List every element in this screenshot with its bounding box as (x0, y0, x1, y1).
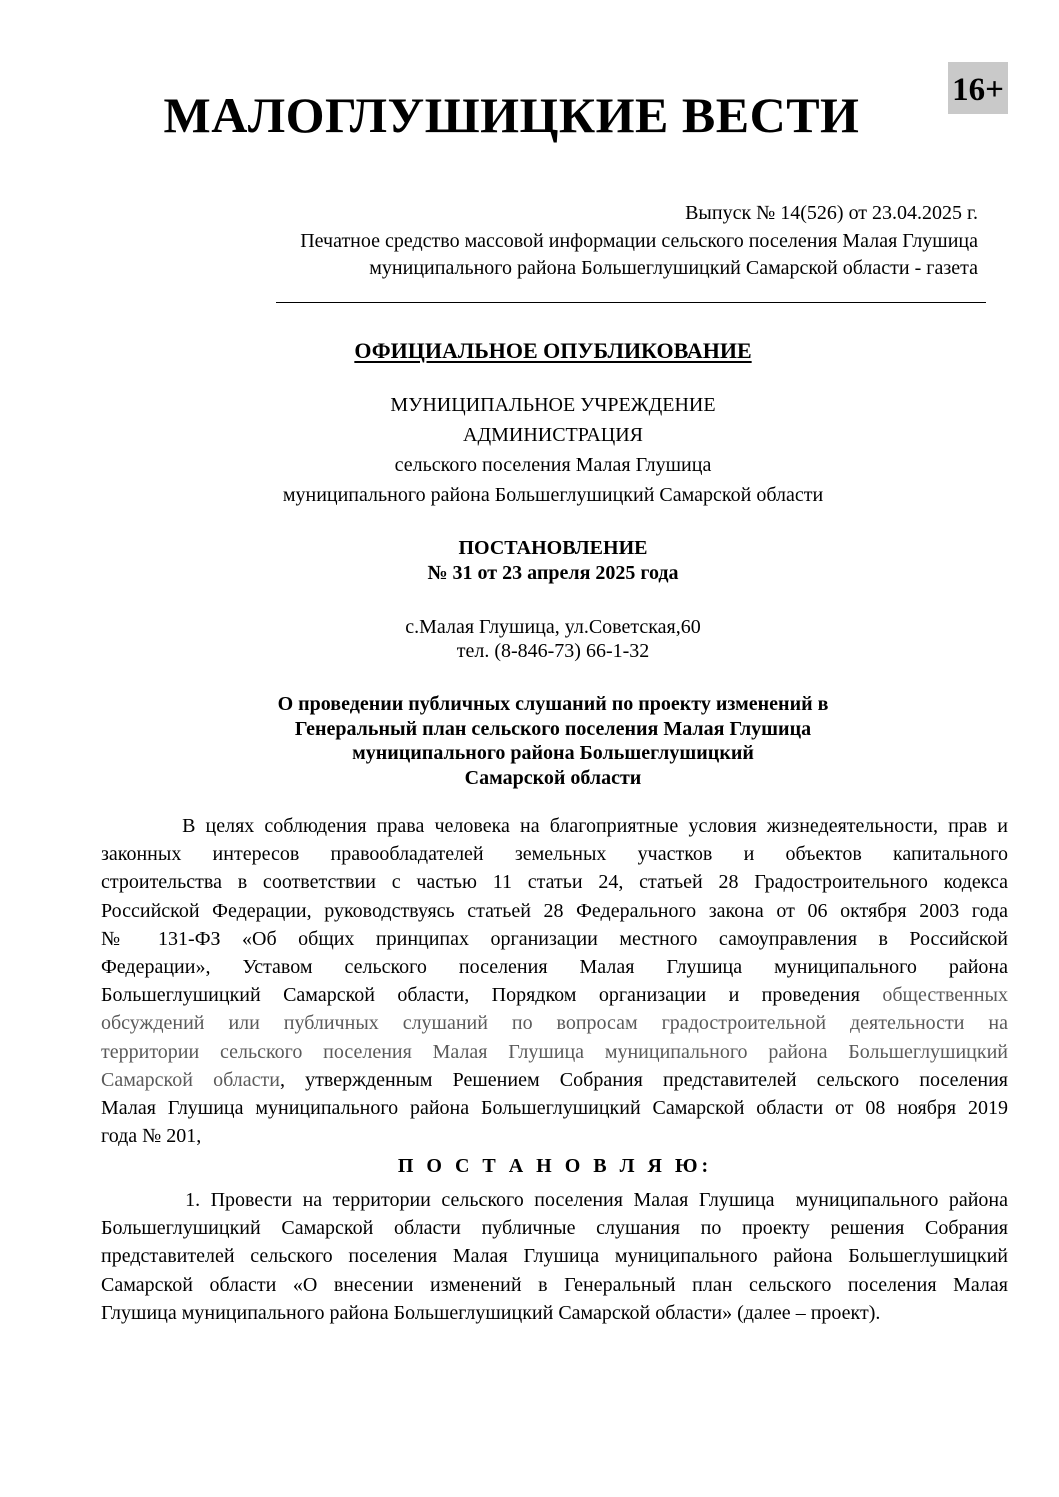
age-rating-badge: 16+ (948, 62, 1008, 114)
preamble-line: Малая Глушица муниципального района Большеглушицкий Самарской области от 08 ноября 2019 (101, 1096, 1008, 1119)
preamble-text: Большеглушицкий Самарской области, Порядком организации и проведения (101, 984, 883, 1007)
issue-line: Выпуск № 14(526) от 23.04.2025 г. (685, 202, 978, 224)
resolve-heading: П О С Т А Н О В Л Я Ю: (397, 1155, 713, 1177)
preamble-linked-text: Самарской области (101, 1068, 280, 1091)
preamble-line (101, 981, 1008, 1009)
subject-line-3: муниципального района Большеглушицкий (352, 742, 754, 764)
institution-line-2: АДМИНИСТРАЦИЯ (463, 424, 643, 446)
preamble-line: законных интересов правообладателей земельных участков и объектов капитального (101, 843, 1008, 866)
preamble-line: строительства в соответствии с частью 11 статьи 24, статьей 28 Градостроительного кодекса (101, 871, 1008, 894)
newspaper-masthead (0, 86, 1059, 144)
decree-phone: тел. (8-846-73) 66-1-32 (456, 640, 650, 662)
item-line: Большеглушицкий Самарской области публичные слушания по проекту решения Собрания (101, 1217, 1008, 1240)
preamble-line: Федерации», Уставом сельского поселения Малая Глушица муниципального района (101, 955, 1008, 978)
item-line: представителей сельского поселения Малая Глушица муниципального района Большеглушицкий (101, 1245, 1008, 1268)
item-1-paragraph (101, 1186, 1008, 1327)
preamble-paragraph (101, 812, 1008, 1150)
preamble-line (101, 1066, 1008, 1094)
header-divider (276, 302, 986, 303)
publisher-line-2: муниципального района Большеглушицкий Самарской области - газета (369, 257, 978, 279)
masthead-title: МАЛОГЛУШИЦКИЕ ВЕСТИ (163, 87, 860, 143)
preamble-line: Российской Федерации, руководствуясь статьей 28 Федерального закона от 06 октября 2003 года (101, 899, 1008, 922)
preamble-linked-text: общественных (882, 984, 1008, 1007)
item-line: Самарской области «О внесении изменений в Генеральный план сельского поселения Малая (101, 1273, 1008, 1296)
decree-number-date: № 31 от 23 апреля 2025 года (427, 562, 679, 584)
subject-line-2: Генеральный план сельского поселения Малая Глушица (294, 718, 812, 740)
preamble-line: обсуждений или публичных слушаний по вопросам градостроительной деятельности на (101, 1012, 1008, 1035)
section-heading: ОФИЦИАЛЬНОЕ ОПУБЛИКОВАНИЕ (354, 338, 752, 363)
institution-line-4: муниципального района Большеглушицкий Самарской области (282, 484, 824, 506)
preamble-line: № 131-ФЗ «Об общих принципах организации местного самоуправления в Российской (101, 927, 1008, 950)
decree-type: ПОСТАНОВЛЕНИЕ (458, 537, 648, 559)
publisher-line-1: Печатное средство массовой информации сельского поселения Малая Глушица (300, 230, 978, 252)
preamble-line: территории сельского поселения Малая Глушица муниципального района Большеглушицкий (101, 1040, 1008, 1063)
subject-line-1: О проведении публичных слушаний по проекту изменений в (277, 693, 829, 715)
decree-address: с.Малая Глушица, ул.Советская,60 (405, 616, 701, 638)
item-line: 1. Провести на территории сельского поселения Малая Глушица муниципального района (101, 1189, 1008, 1211)
institution-line-3: сельского поселения Малая Глушица (394, 454, 712, 476)
preamble-text: , утвержденным Решением Собрания представителей сельского поселения (279, 1068, 1008, 1091)
item-line: Глушица муниципального района Большеглушицкий Самарской области» (далее – проект). (101, 1301, 881, 1324)
subject-line-4: Самарской области (464, 767, 642, 789)
preamble-line: года № 201, (101, 1125, 202, 1148)
preamble-line: В целях соблюдения права человека на благоприятные условия жизнедеятельности, прав и (101, 815, 1008, 837)
institution-line-1: МУНИЦИПАЛЬНОЕ УЧРЕЖДЕНИЕ (390, 394, 716, 416)
